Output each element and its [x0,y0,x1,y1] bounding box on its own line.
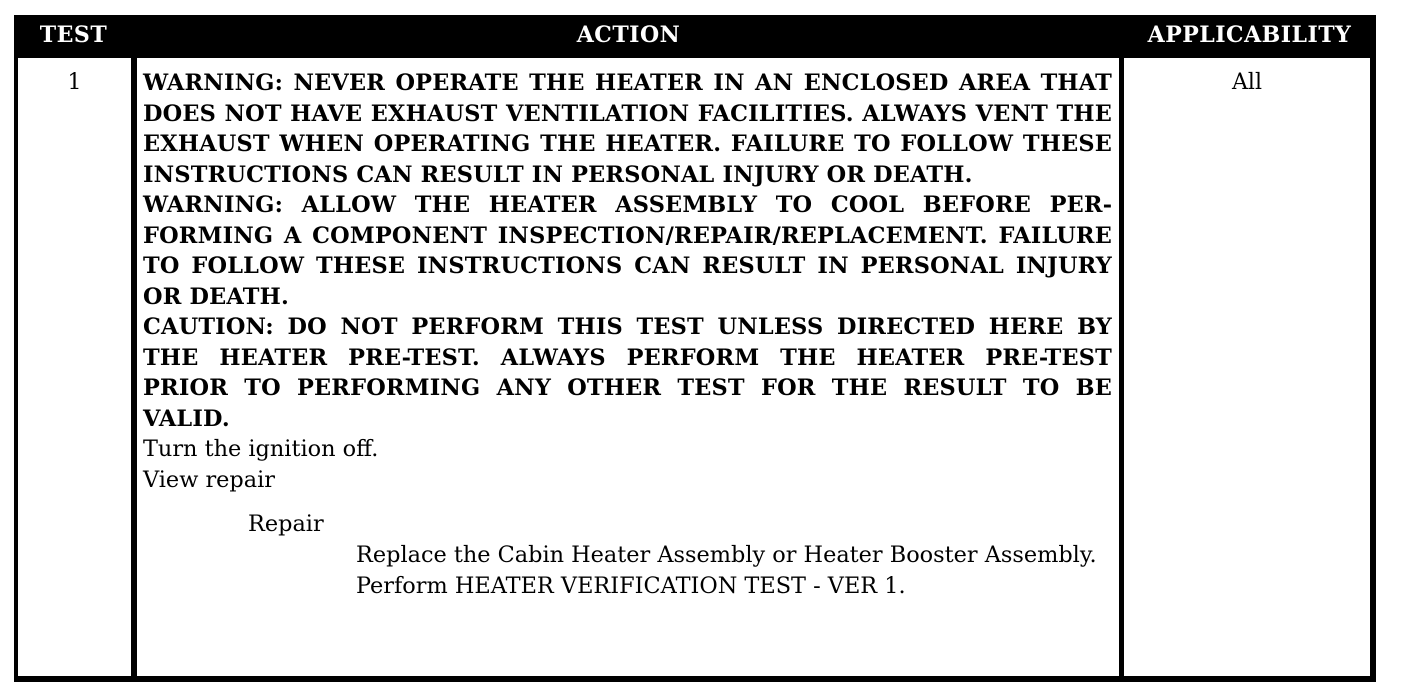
test-cell [18,58,131,676]
action-body [143,68,1112,602]
warning-exhaust: WARNING: NEVER OPERATE THE HEATER IN AN ENCLOSED AREA THAT DOES NOT HAVE EXHAUST VENTILATION FACILITIES. ALWAYS VENT THE EXHAUST WHEN OPERATING THE HEATER. FAILURE TO FOLLOW THESE INSTRUCTIONS CAN RESULT IN PERSONAL INJURY OR DEATH. [143,70,1112,188]
header-applicability: APPLICABILITY [1147,22,1352,48]
view-repair-text: View repair [143,466,275,493]
test-number: 1 [67,70,82,95]
repair-label: Repair [248,511,324,537]
applicability-cell [1124,58,1370,676]
diagnostic-test-table [14,15,1376,682]
repair-step-replace: Replace the Cabin Heater Assembly or Heater Booster Assembly. [356,541,1097,568]
applicability-value: All [1232,70,1262,95]
repair-step-verify: Perform HEATER VERIFICATION TEST - VER 1. [356,572,906,599]
instruction-ignition-off: Turn the ignition off. [143,436,379,462]
header-action: ACTION [576,22,681,48]
caution-pre-test: CAUTION: DO NOT PERFORM THIS TEST UNLESS DIRECTED HERE BY THE HEATER PRE-TEST. ALWAYS PERFORM THE HEATER PRE-TEST PRIOR TO PERFORMING ANY OTHER TEST FOR THE RESULT TO BE VALID. [143,314,1112,432]
warning-cool-down: WARNING: ALLOW THE HEATER ASSEMBLY TO COOL BEFORE PERFORMING A COMPONENT INSPECTION/REPAIR/REPLACEMENT. FAILURE TO FOLLOW THESE INSTRUCTIONS CAN RESULT IN PERSONAL INJURY OR DEATH. [143,192,1112,310]
header-test: TEST [39,22,108,48]
action-cell [137,58,1119,676]
